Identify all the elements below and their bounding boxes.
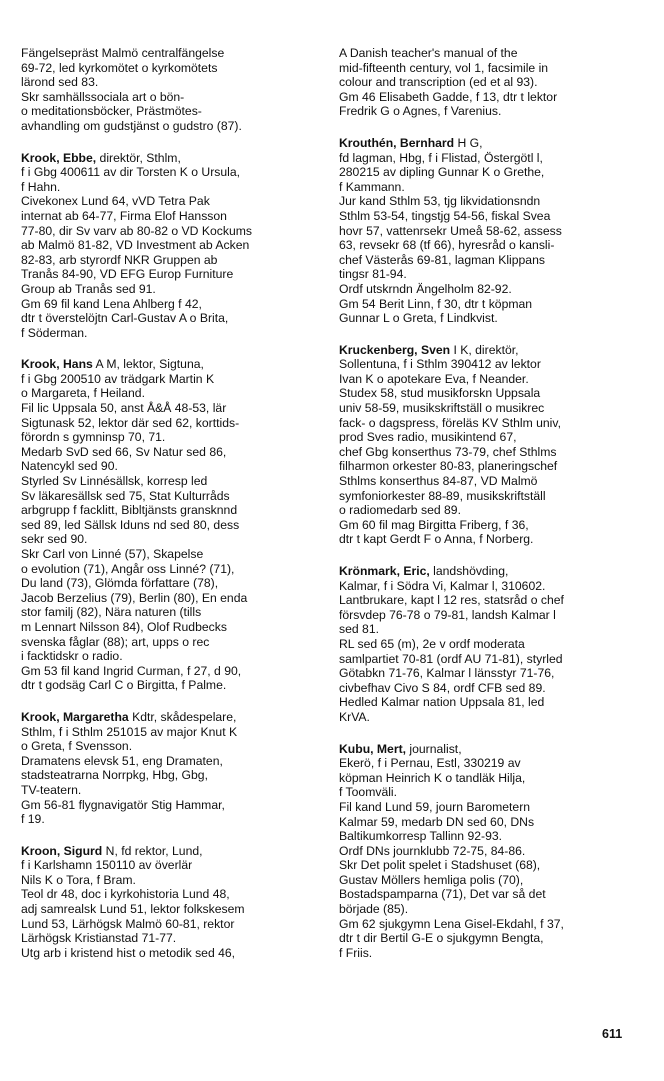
entry-line: [21, 858, 321, 873]
entry-line: [21, 902, 321, 917]
entry-line: [339, 136, 639, 151]
entry-text: f Toomväli.: [339, 785, 398, 800]
entry-line: [339, 785, 639, 800]
right-column: [339, 46, 639, 977]
entry-line: [339, 357, 639, 372]
entry-line: [339, 474, 639, 489]
entry-line: [339, 593, 639, 608]
entry-text: Sollentuna, f i Sthlm 390412 av lektor: [339, 357, 541, 372]
entry-line: [21, 710, 321, 725]
entry-line: [21, 576, 321, 591]
entry-line: [339, 209, 639, 224]
entry-text: svenska fåglar (88); art, upps o rec: [21, 634, 210, 649]
entry-line: [21, 591, 321, 606]
entry-text: Baltikumkorresp Tallinn 92-93.: [339, 829, 503, 844]
entry-line: [339, 518, 639, 533]
entry-line: [339, 564, 639, 579]
entry-text: Jacob Berzelius (79), Berlin (80), En enda: [21, 590, 248, 605]
entry-text: o meditationsböcker, Prästmötes-: [21, 104, 202, 119]
entry-line: [339, 887, 639, 902]
entry-text: Lantbrukare, kapt l 12 res, statsråd o chef: [339, 593, 564, 608]
entry-text: f Hahn.: [21, 179, 61, 194]
entry-line: [21, 416, 321, 431]
entry-line: [339, 873, 639, 888]
entry-line: [21, 844, 321, 859]
entry-text: f 19.: [21, 812, 45, 827]
entry-text: fd lagman, Hbg, f i Flistad, Östergötl l,: [339, 150, 543, 165]
entry-line: [21, 297, 321, 312]
entry-line: [21, 311, 321, 326]
entry-line: [21, 151, 321, 166]
entry-text: Fil lic Uppsala 50, anst Å&Å 48-53, lär: [21, 401, 227, 416]
entry-line: [21, 768, 321, 783]
entry-line: [339, 489, 639, 504]
entry-text: stor familj (82), Nära naturen (tills: [21, 605, 202, 620]
entry-text: m Lennart Nilsson 84), Olof Rudbecks: [21, 619, 227, 634]
entry-text: 280215 av dipling Gunnar K o Grethe,: [339, 165, 545, 180]
entry-line: [339, 61, 639, 76]
entry-text: försvdep 76-78 o 79-81, landsh Kalmar l: [339, 607, 556, 622]
entry-line: [21, 401, 321, 416]
entry-text: Ordf utskrndn Ängelholm 82-92.: [339, 281, 512, 296]
entry-text: Skr Carl von Linné (57), Skapelse: [21, 547, 204, 561]
entry-text: Gm 54 Berit Linn, f 30, dtr t köpman: [339, 296, 533, 311]
entry-text: colour and transcription (ed et al 93).: [339, 75, 538, 90]
entry-text: Skr samhällssociala art o bön-: [21, 89, 185, 104]
entry-line: [339, 104, 639, 119]
biography-entry: [21, 151, 321, 341]
entry-line: [339, 681, 639, 696]
entry-line: [21, 946, 321, 961]
entry-text: Kalmar, f i Södra Vi, Kalmar l, 310602.: [339, 578, 546, 593]
entry-text: Gm 62 sjukgymn Lena Gisel-Ekdahl, f 37,: [339, 916, 564, 931]
entry-line: [21, 532, 321, 547]
entry-line: [21, 61, 321, 76]
entry-text: H G,: [454, 135, 483, 150]
entry-text: KrVA.: [339, 709, 370, 724]
entry-line: [339, 459, 639, 474]
entry-line: [339, 946, 639, 961]
entry-text: Gm 60 fil mag Birgitta Friberg, f 36,: [339, 517, 529, 532]
entry-text: Du land (73), Glömda författare (78),: [21, 576, 219, 591]
entry-text: I K, direktör,: [450, 342, 519, 357]
entry-name: Kruckenberg, Sven: [339, 342, 451, 357]
entry-line: [21, 489, 321, 504]
entry-text: o radiomedarb sed 89.: [339, 503, 461, 518]
entry-line: [339, 445, 639, 460]
entry-text: prod Sves radio, musikintend 67,: [339, 430, 517, 445]
entry-line: [339, 151, 639, 166]
entry-text: Lärhögsk Kristianstad 71-77.: [21, 931, 177, 946]
entry-line: [21, 326, 321, 341]
entry-line: [339, 386, 639, 401]
left-column: [21, 46, 321, 977]
entry-text: Skr Det polit spelet i Stadshuset (68),: [339, 858, 541, 873]
entry-line: [21, 873, 321, 888]
entry-text: dtr t kapt Gerdt F o Anna, f Norberg.: [339, 532, 534, 547]
entry-line: [21, 664, 321, 679]
entry-text: filharmon orkester 80-83, planeringschef: [339, 459, 558, 474]
biography-entry: [339, 46, 639, 119]
entry-line: [21, 798, 321, 813]
entry-text: Hedled Kalmar nation Uppsala 81, led: [339, 695, 545, 710]
entry-line: [21, 253, 321, 268]
entry-text: 82-83, arb styrordf NKR Gruppen ab: [21, 252, 218, 267]
entry-line: [21, 165, 321, 180]
entry-line: [21, 357, 321, 372]
entry-line: [21, 917, 321, 932]
entry-line: [339, 917, 639, 932]
entry-text: Kalmar 59, medarb DN sed 60, DNs: [339, 814, 535, 829]
entry-line: [21, 754, 321, 769]
entry-line: [339, 742, 639, 757]
entry-text: Ekerö, f i Pernau, Estl, 330219 av: [339, 756, 521, 771]
entry-line: [339, 844, 639, 859]
entry-text: Bostadspamparna (71), Det var så det: [339, 887, 546, 902]
entry-text: 63, revsekr 68 (tf 66), hyresråd o kansli-: [339, 238, 555, 253]
entry-name: Kroon, Sigurd: [21, 843, 103, 858]
entry-line: [339, 695, 639, 710]
entry-name: Krook, Hans: [21, 357, 93, 372]
entry-line: [21, 635, 321, 650]
biography-entry: [21, 710, 321, 827]
entry-text: började (85).: [339, 902, 409, 917]
entry-line: [339, 401, 639, 416]
entry-text: lärond sed 83.: [21, 75, 99, 90]
entry-text: Teol dr 48, doc i kyrkohistoria Lund 48,: [21, 887, 230, 902]
entry-text: Sigtunask 52, lektor där sed 62, korttids-: [21, 415, 240, 430]
entry-text: tingsr 81-94.: [339, 267, 407, 282]
entry-line: [339, 430, 639, 445]
entry-line: [21, 783, 321, 798]
entry-line: [21, 518, 321, 533]
entry-text: f i Karlshamn 150110 av överlär: [21, 858, 193, 873]
entry-text: TV-teatern.: [21, 782, 82, 797]
entry-line: [339, 858, 639, 873]
entry-line: [21, 887, 321, 902]
entry-line: [21, 46, 321, 61]
entry-name: Krouthén, Bernhard: [339, 135, 455, 150]
entry-line: [339, 637, 639, 652]
entry-text: f i Gbg 200510 av trädgark Martin K: [21, 371, 215, 386]
entry-text: Fil kand Lund 59, journ Barometern: [339, 799, 531, 814]
entry-text: f Friis.: [339, 945, 373, 960]
entry-text: Ivan K o apotekare Eva, f Neander.: [339, 371, 529, 386]
entry-line: [21, 90, 321, 105]
entry-line: [21, 562, 321, 577]
entry-line: [21, 238, 321, 253]
entry-text: N, fd rektor, Lund,: [102, 843, 203, 858]
entry-text: Nils K o Tora, f Bram.: [21, 872, 136, 887]
entry-text: Fängelsepräst Malmö centralfängelse: [21, 46, 225, 60]
entry-line: [339, 224, 639, 239]
entry-line: [21, 620, 321, 635]
entry-text: Jur kand Sthlm 53, tjg likvidationsndn: [339, 194, 541, 209]
biography-entry: [339, 742, 639, 961]
entry-line: [339, 666, 639, 681]
entry-line: [339, 238, 639, 253]
entry-text: sed 89, led Sällsk Iduns nd sed 80, dess: [21, 517, 240, 532]
entry-line: [21, 649, 321, 664]
entry-line: [339, 771, 639, 786]
entry-text: direktör, Sthlm,: [96, 150, 181, 165]
entry-line: [339, 710, 639, 725]
entry-line: [21, 386, 321, 401]
entry-text: internat ab 64-77, Firma Elof Hansson: [21, 208, 227, 223]
entry-text: mid-fifteenth century, vol 1, facsimile in: [339, 60, 549, 75]
entry-line: [21, 605, 321, 620]
entry-line: [21, 75, 321, 90]
entry-text: Lund 53, Lärhögsk Malmö 60-81, rektor: [21, 916, 235, 931]
entry-text: Ordf DNs journklubb 72-75, 84-86.: [339, 843, 526, 858]
entry-text: köpman Heinrich K o tandläk Hilja,: [339, 770, 526, 785]
entry-text: ab Malmö 81-82, VD Investment ab Acken: [21, 238, 250, 253]
entry-line: [21, 931, 321, 946]
entry-text: Fredrik G o Agnes, f Varenius.: [339, 104, 502, 119]
entry-text: sekr sed 90.: [21, 532, 88, 547]
entry-text: Götabkn 71-76, Kalmar l länsstyr 71-76,: [339, 666, 555, 681]
entry-text: f i Gbg 400611 av dir Torsten K o Ursula,: [21, 165, 241, 180]
entry-text: Medarb SvD sed 66, Sv Natur sed 86,: [21, 444, 227, 459]
biography-entry: [21, 844, 321, 961]
entry-line: [21, 474, 321, 489]
entry-text: Utg arb i kristend hist o metodik sed 46,: [21, 945, 236, 960]
entry-line: [339, 815, 639, 830]
entry-text: Dramatens elevsk 51, eng Dramaten,: [21, 753, 223, 768]
entry-text: hovr 57, vattenrsekr Umeå 58-62, assess: [339, 223, 562, 238]
entry-line: [339, 267, 639, 282]
entry-text: Gm 53 fil kand Ingrid Curman, f 27, d 90,: [21, 663, 242, 678]
entry-text: f Kammann.: [339, 179, 405, 194]
entry-text: förordn s gymninsp 70, 71.: [21, 430, 166, 445]
entry-text: A M, lektor, Sigtuna,: [92, 357, 204, 372]
entry-text: 69-72, led kyrkomötet o kyrkomötets: [21, 60, 218, 75]
biography-entry: [339, 564, 639, 725]
entry-text: Studex 58, stud musikforskn Uppsala: [339, 386, 541, 401]
entry-text: Sthlms konserthus 84-87, VD Malmö: [339, 474, 538, 489]
entry-line: [339, 532, 639, 547]
entry-text: Sthlm, f i Sthlm 251015 av major Knut K: [21, 724, 238, 739]
entry-line: [339, 180, 639, 195]
entry-line: [21, 180, 321, 195]
entry-text: arbgrupp f facklitt, Bibltjänsts gransknnd: [21, 503, 238, 518]
entry-text: f Söderman.: [21, 325, 88, 340]
entry-line: [21, 739, 321, 754]
entry-line: [339, 46, 639, 61]
entry-text: samlpartiet 70-81 (ordf AU 71-81), styrled: [339, 651, 563, 666]
entry-name: Krönmark, Eric,: [339, 564, 430, 578]
entry-text: A Danish teacher's manual of the: [339, 46, 518, 60]
entry-line: [339, 194, 639, 209]
entry-text: Styrled Sv Linnésällsk, korresp led: [21, 474, 208, 489]
entry-line: [339, 652, 639, 667]
entry-line: [339, 579, 639, 594]
entry-line: [21, 209, 321, 224]
entry-line: [21, 503, 321, 518]
entry-text: chef Västerås 69-81, lagman Klippans: [339, 252, 545, 267]
entry-line: [339, 829, 639, 844]
entry-text: o evolution (71), Angår oss Linné? (71),: [21, 561, 235, 576]
entry-line: [339, 503, 639, 518]
entry-line: [21, 282, 321, 297]
entry-text: avhandling om gudstjänst o gudstro (87).: [21, 118, 242, 133]
entry-text: 77-80, dir Sv varv ab 80-82 o VD Kockums: [21, 223, 252, 238]
entry-line: [339, 756, 639, 771]
entry-text: Sthlm 53-54, tingstjg 54-56, fiskal Svea: [339, 208, 551, 223]
biography-entry: [339, 343, 639, 547]
entry-line: [21, 430, 321, 445]
entry-text: Group ab Tranås sed 91.: [21, 281, 156, 296]
entry-name: Kubu, Mert,: [339, 741, 407, 756]
biography-entry: [21, 46, 321, 134]
entry-line: [339, 253, 639, 268]
entry-line: [339, 622, 639, 637]
entry-line: [339, 931, 639, 946]
entry-line: [339, 902, 639, 917]
entry-line: [21, 224, 321, 239]
entry-name: Krook, Ebbe,: [21, 150, 97, 165]
entry-text: o Margareta, f Heiland.: [21, 386, 145, 401]
entry-line: [21, 194, 321, 209]
biography-entry: [21, 357, 321, 693]
entry-text: fack- o dagspress, föreläs KV Sthlm univ,: [339, 415, 561, 430]
entry-text: RL sed 65 (m), 2e v ordf moderata: [339, 636, 525, 651]
entry-line: [339, 90, 639, 105]
entry-line: [339, 343, 639, 358]
entry-text: chef Gbg konserthus 73-79, chef Sthlms: [339, 444, 557, 459]
entry-line: [339, 311, 639, 326]
entry-line: [21, 104, 321, 119]
entry-text: Gustav Möllers hemliga polis (70),: [339, 872, 524, 887]
entry-text: Tranås 84-90, VD EFG Europ Furniture: [21, 267, 234, 282]
entry-text: Gm 56-81 flygnavigatör Stig Hammar,: [21, 797, 225, 812]
entry-text: dtr t överstelöjtn Carl-Gustav A o Brita,: [21, 311, 229, 326]
entry-text: Natencykl sed 90.: [21, 459, 118, 474]
entry-text: dtr t dir Bertil G-E o sjukgymn Bengta,: [339, 931, 544, 946]
entry-line: [339, 800, 639, 815]
entry-line: [21, 725, 321, 740]
entry-text: symfoniorkester 88-89, musikskriftställ: [339, 488, 546, 503]
entry-line: [21, 678, 321, 693]
entry-line: [21, 267, 321, 282]
entry-text: i facktidskr o radio.: [21, 649, 123, 664]
entry-line: [21, 812, 321, 827]
entry-text: Gm 46 Elisabeth Gadde, f 13, dtr t lektor: [339, 89, 558, 104]
entry-line: [339, 75, 639, 90]
entry-text: Kdtr, skådespelare,: [128, 709, 237, 724]
entry-line: [21, 547, 321, 562]
entry-line: [339, 282, 639, 297]
entry-text: Civekonex Lund 64, vVD Tetra Pak: [21, 194, 210, 209]
entry-text: landshövding,: [429, 564, 509, 578]
entry-text: dtr t godsäg Carl C o Birgitta, f Palme.: [21, 678, 227, 693]
entry-text: civbefhav Civo S 84, ordf CFB sed 89.: [339, 680, 546, 695]
entry-line: [339, 416, 639, 431]
entry-text: sed 81.: [339, 622, 379, 637]
entry-line: [21, 119, 321, 134]
entry-line: [21, 372, 321, 387]
entry-line: [339, 165, 639, 180]
entry-line: [21, 459, 321, 474]
entry-text: adj samrealsk Lund 51, lektor folkskesem: [21, 902, 245, 917]
entry-text: Sv läkaresällsk sed 75, Stat Kulturråds: [21, 488, 230, 503]
entry-text: stadsteatrarna Norrpkg, Hbg, Gbg,: [21, 768, 208, 783]
entry-line: [339, 372, 639, 387]
page-number: 611: [602, 1027, 623, 1041]
entry-line: [339, 297, 639, 312]
entry-text: Gunnar L o Greta, f Lindkvist.: [339, 311, 498, 326]
entry-text: univ 58-59, musikskriftställ o musikrec: [339, 401, 545, 416]
entry-text: journalist,: [406, 741, 462, 756]
entry-line: [21, 445, 321, 460]
entry-line: [339, 608, 639, 623]
entry-name: Krook, Margaretha: [21, 709, 129, 724]
entry-text: o Greta, f Svensson.: [21, 739, 133, 754]
biography-entry: [339, 136, 639, 326]
entry-text: Gm 69 fil kand Lena Ahlberg f 42,: [21, 296, 202, 311]
